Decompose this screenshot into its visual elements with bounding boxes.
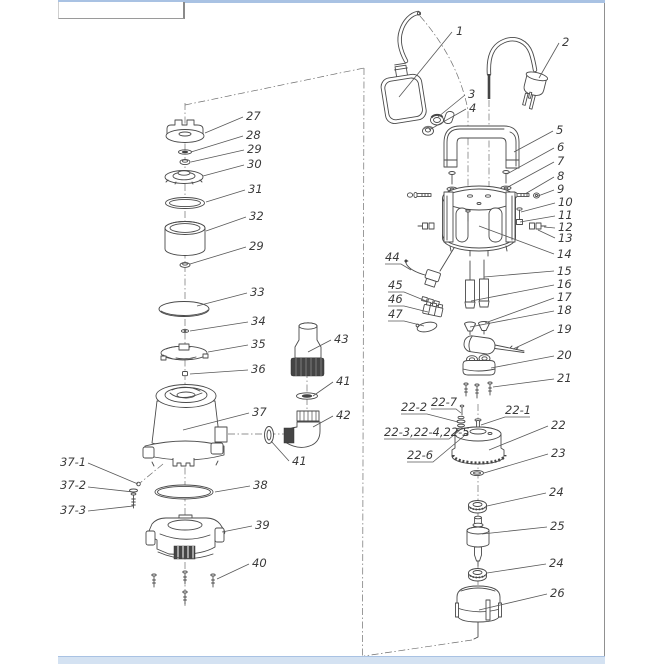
callout-24: 24 — [549, 485, 564, 499]
leader-line-31 — [206, 190, 245, 202]
leader-line-19 — [513, 330, 554, 349]
callout-19: 19 — [557, 322, 572, 336]
leader-line-22-1 — [481, 417, 530, 425]
callout-22-7: 22-7 — [431, 395, 458, 409]
leader-line-22-7 — [431, 409, 461, 413]
callout-35: 35 — [251, 337, 266, 351]
leader-line-33 — [197, 293, 247, 306]
leader-line-37-3 — [88, 506, 133, 511]
part-43-hose-connector — [291, 323, 324, 376]
part-26-stator — [456, 586, 502, 639]
callout-22-1: 22-1 — [505, 403, 532, 417]
callouts-layer — [60, 24, 573, 610]
part-44-sensor-wire — [405, 248, 454, 288]
part-5-handle — [444, 126, 519, 168]
part-24-bearing-lower — [469, 569, 487, 582]
callout-39: 39 — [255, 518, 270, 532]
callout-24: 24 — [549, 556, 564, 570]
part-20-bracket — [463, 355, 495, 375]
callout-1: 1 — [456, 24, 464, 38]
callout-37-2: 37-2 — [60, 478, 87, 492]
part-15-16-bolts — [465, 260, 489, 308]
leader-line-30 — [203, 165, 244, 176]
leader-line-24 — [487, 564, 546, 573]
leader-line-35 — [208, 345, 248, 352]
part-39-pump-base — [146, 515, 225, 559]
leader-line-17 — [485, 298, 554, 323]
leader-line-37-2 — [88, 487, 133, 492]
part-29-nut — [180, 159, 190, 164]
callout-41: 41 — [292, 454, 307, 468]
leader-line-1 — [399, 32, 452, 97]
part-30-mechanical-seal — [165, 171, 203, 185]
callout-4: 4 — [469, 101, 477, 115]
part-2-power-plug — [489, 39, 549, 111]
part-41-washer — [297, 393, 318, 399]
leader-line-41 — [271, 441, 289, 461]
leader-line-2 — [539, 43, 559, 78]
callout-37-1: 37-1 — [60, 455, 87, 469]
right-assembly — [378, 12, 549, 639]
bottom-bar — [58, 656, 605, 664]
part-34-ring — [181, 329, 188, 332]
part-25-rotor — [467, 516, 489, 566]
part-14-motor-cover — [443, 186, 516, 256]
part-23-washer — [471, 470, 484, 475]
part-19-capacitor — [463, 335, 524, 355]
callout-34: 34 — [251, 314, 266, 328]
callout-47: 47 — [388, 307, 403, 321]
callout-18: 18 — [557, 303, 572, 317]
callout-38: 38 — [253, 478, 268, 492]
leader-line-25 — [482, 527, 547, 534]
part-37-screw-set — [130, 482, 141, 508]
leader-line-11 — [520, 216, 555, 222]
part-24-bearing-upper — [469, 501, 487, 514]
leader-line-38 — [215, 486, 250, 492]
leader-line-34 — [190, 322, 248, 331]
callout-31: 31 — [248, 182, 263, 196]
part-33-disc — [159, 302, 209, 317]
callout-8: 8 — [557, 169, 565, 183]
callout-32: 32 — [249, 209, 264, 223]
callout-7: 7 — [557, 154, 565, 168]
callout-41: 41 — [336, 374, 351, 388]
part-29-nut-lower — [180, 263, 190, 268]
part-41-outlet-gasket — [265, 427, 274, 444]
callout-37-3: 37-3 — [60, 503, 87, 517]
leader-line-9 — [538, 190, 554, 196]
part-1-float-switch — [378, 12, 428, 125]
callout-37: 37 — [252, 405, 267, 419]
callout-20: 20 — [557, 348, 572, 362]
leader-line-37-1 — [88, 463, 138, 484]
part-36-key — [183, 372, 188, 376]
leader-line-39 — [222, 526, 252, 532]
callout-40: 40 — [252, 556, 267, 570]
leader-line-22-2 — [401, 414, 458, 422]
sheet-frame-line — [604, 3, 605, 656]
callout-22-6: 22-6 — [407, 448, 434, 462]
callout-43: 43 — [334, 332, 349, 346]
leader-line-40 — [217, 564, 249, 579]
callout-29: 29 — [249, 239, 264, 253]
callout-21: 21 — [557, 371, 572, 385]
part-38-o-ring — [155, 485, 213, 499]
callout-36: 36 — [251, 362, 266, 376]
part-31-gasket — [166, 198, 205, 209]
leader-line-5 — [514, 131, 553, 152]
part-42-elbow-fitting — [284, 411, 320, 447]
callout-14: 14 — [557, 247, 572, 261]
callout-22: 22 — [551, 418, 566, 432]
part-47-wire-loop — [416, 321, 438, 334]
part-28-washer — [179, 150, 192, 154]
callout-16: 16 — [557, 277, 572, 291]
callout-22-3,22-4,22-5: 22-3,22-4,22-5 — [384, 425, 470, 439]
callout-6: 6 — [557, 140, 565, 154]
callout-30: 30 — [247, 157, 262, 171]
callout-23: 23 — [551, 446, 566, 460]
title-block-corner — [58, 2, 185, 19]
callout-25: 25 — [550, 519, 565, 533]
leader-line-24 — [487, 493, 546, 506]
callout-29: 29 — [247, 142, 262, 156]
callout-13: 13 — [558, 231, 573, 245]
callout-44: 44 — [385, 250, 400, 264]
leader-line-27 — [205, 117, 243, 133]
leader-line-12 — [544, 227, 555, 228]
callout-2: 2 — [562, 35, 570, 49]
callout-12: 12 — [558, 220, 573, 234]
callout-33: 33 — [250, 285, 265, 299]
leader-line-29 — [191, 150, 244, 162]
part-40-screws — [152, 571, 215, 604]
callout-26: 26 — [550, 586, 565, 600]
callout-28: 28 — [246, 128, 261, 142]
leader-line-21 — [493, 379, 554, 387]
part-37-pump-casing — [143, 385, 227, 467]
part-6-screws — [449, 171, 509, 185]
part-4-seal-ring — [423, 127, 434, 136]
part-32-oil-chamber-cup — [165, 222, 205, 256]
leader-line-13 — [538, 230, 555, 238]
callout-45: 45 — [388, 278, 403, 292]
part-46-terminal-block — [423, 301, 444, 317]
callout-22-2: 22-2 — [401, 400, 428, 414]
callout-15: 15 — [557, 264, 572, 278]
callout-27: 27 — [246, 109, 261, 123]
callout-42: 42 — [336, 408, 351, 422]
leader-line-41 — [313, 382, 333, 396]
callout-5: 5 — [556, 123, 564, 137]
part-21-screws — [464, 382, 492, 398]
leader-line-32 — [206, 217, 246, 231]
part-17-18-push-nuts — [465, 322, 490, 335]
callout-10: 10 — [558, 195, 573, 209]
callout-46: 46 — [388, 292, 403, 306]
callout-11: 11 — [558, 208, 573, 222]
leader-line-20 — [491, 356, 554, 368]
leader-line-36 — [190, 370, 248, 374]
callout-3: 3 — [468, 87, 476, 101]
callout-9: 9 — [557, 182, 565, 196]
leader-line-15 — [484, 271, 554, 277]
part-35-impeller — [161, 344, 208, 360]
callout-17: 17 — [557, 290, 572, 304]
leader-line-10 — [521, 203, 555, 212]
